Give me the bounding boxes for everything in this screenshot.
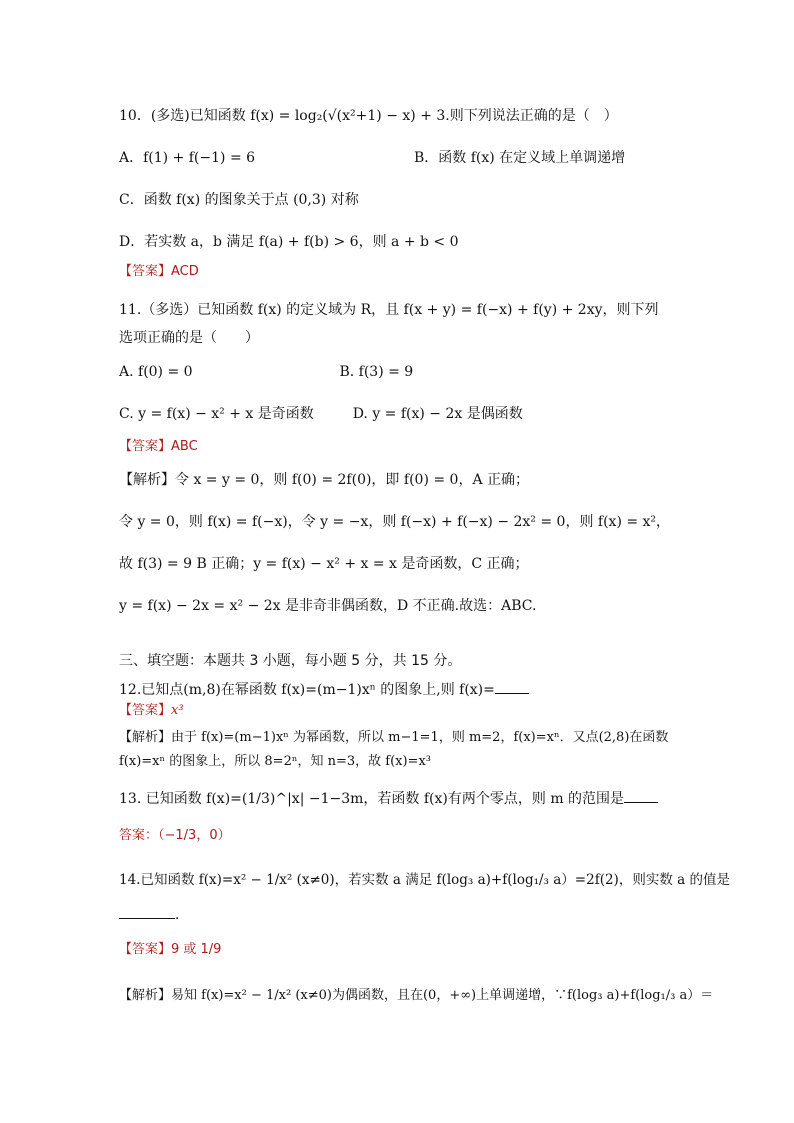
q10-option-a: A．f(1) + f(−1) = 6	[119, 150, 256, 166]
q12-stem-text: 12.已知点(m,8)在幂函数 f(x)=(m−1)xⁿ 的图象上,则 f(x)=	[119, 682, 495, 698]
q10-option-b: B．函数 f(x) 在定义域上单调递增	[413, 150, 626, 166]
q14-stem-line1: 14.已知函数 f(x)=x² − 1/x² (x≠0)，若实数 a 满足 f(log₃ a)+f(log₁/₃ a）=2f(2)，则实数 a 的值是	[119, 872, 730, 888]
q11-solution-line1: 【解析】令 x = y = 0，则 f(0) = 2f(0)，即 f(0) = 0，A 正确；	[119, 472, 529, 488]
q13-stem	[119, 788, 658, 809]
q14-answer: 【答案】9 或 1/9	[119, 942, 222, 957]
q11-options-cd	[119, 404, 523, 424]
q11-option-b: B. f(3) = 9	[339, 364, 414, 380]
q11-answer: 【答案】ABC	[119, 439, 198, 454]
section-3-heading: 三、填空题：本题共 3 小题，每小题 5 分，共 15 分。	[119, 653, 462, 669]
q14-solution-line1: 【解析】易知 f(x)=x² − 1/x² (x≠0)为偶函数，且在(0，+∞)上单调递增，∵f(log₃ a)+f(log₁/₃ a）＝	[119, 988, 714, 1003]
q11-options-ab	[119, 362, 413, 382]
q12-answer-label: 【答案】	[119, 703, 172, 718]
q12-solution-line2: f(x)=xⁿ 的图象上，所以 8=2ⁿ，知 n=3，故 f(x)=x³	[119, 754, 431, 769]
q10-answer: 【答案】ACD	[119, 264, 199, 279]
q12-stem	[119, 679, 529, 700]
q12-answer-value: x³	[171, 703, 184, 718]
q12-solution-line1: 【解析】由于 f(x)=(m−1)xⁿ 为幂函数，所以 m−1=1，则 m=2，f(x)=xⁿ．又点(2,8)在函数	[119, 730, 669, 745]
q11-stem-line1: 11.（多选）已知函数 f(x) 的定义域为 R，且 f(x + y) = f(−x) + f(y) + 2xy，则下列	[119, 302, 659, 318]
q14-blank	[119, 904, 175, 919]
q11-solution-line4: y = f(x) − 2x = x² − 2x 是非奇非偶函数，D 不正确.故选：ABC.	[119, 598, 537, 614]
q10-option-c: C．函数 f(x) 的图象关于点 (0,3) 对称	[119, 192, 359, 208]
q14-stem-end: ．	[175, 907, 189, 923]
q11-option-c: C. y = f(x) − x² + x 是奇函数	[119, 406, 314, 422]
q11-solution-line3: 故 f(3) = 9 B 正确；y = f(x) − x² + x = x 是奇函数，C 正确；	[119, 556, 529, 572]
q11-stem-line2: 选项正确的是（ ）	[119, 330, 259, 346]
q11-option-a: A. f(0) = 0	[119, 364, 193, 380]
q13-blank	[624, 788, 658, 803]
q10-options-ab	[119, 148, 625, 168]
q11-solution-line2: 令 y = 0，则 f(x) = f(−x)，令 y = −x，则 f(−x) + f(−x) − 2x² = 0，则 f(x) = x²，	[119, 514, 671, 530]
q14-stem-line2	[119, 904, 189, 925]
q12-blank	[495, 679, 529, 694]
q11-option-d: D. y = f(x) − 2x 是偶函数	[352, 406, 523, 422]
q10-option-d: D．若实数 a，b 满足 f(a) + f(b) > 6，则 a + b < 0	[119, 234, 459, 250]
q13-answer: 答案：（−1/3，0）	[119, 828, 231, 843]
q12-answer	[119, 701, 184, 721]
q13-stem-text: 13. 已知函数 f(x)=(1/3)^|x| −1−3m，若函数 f(x)有两个零点，则 m 的范围是	[119, 791, 625, 807]
q10-stem: 10．(多选)已知函数 f(x) = log₂(√(x²+1) − x) + 3.则下列说法正确的是（ ）	[119, 108, 618, 124]
